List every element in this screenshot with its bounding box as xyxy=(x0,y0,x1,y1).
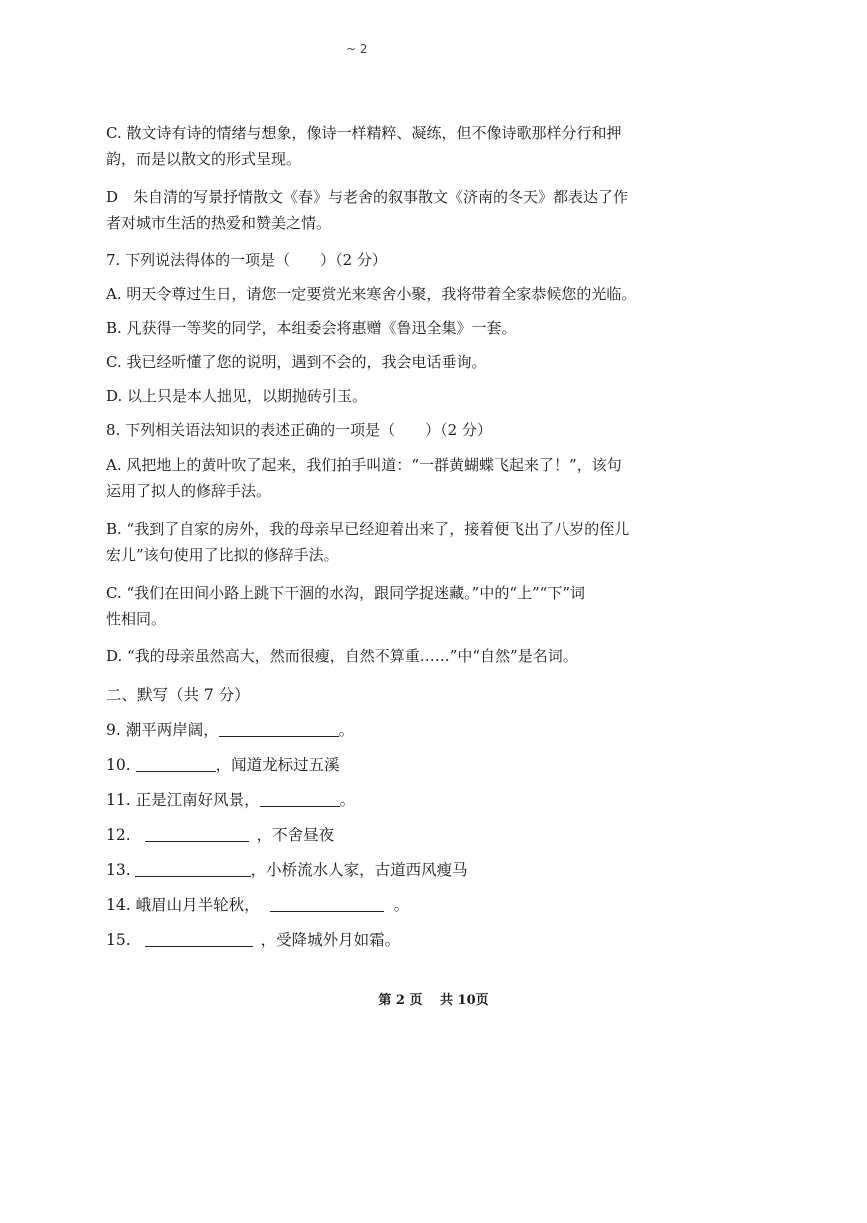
question-8-stem: 8. 下列相关语法知识的表述正确的一项是（ ）（2 分） xyxy=(106,421,492,439)
q14-prefix: 14. 峨眉山月半轮秋， xyxy=(106,896,260,914)
q10-suffix: ，闻道龙标过五溪 xyxy=(215,756,340,774)
q8-c-line1: C. “我们在田间小路上跳下干涸的水沟，跟同学捉迷藏。”中的“上”“下”词 xyxy=(106,584,585,602)
q8-b-line1: B. “我到了自家的房外，我的母亲早已经迎着出来了，接着便飞出了八岁的侄儿 xyxy=(106,520,630,538)
option-d-prev-question xyxy=(106,184,706,236)
q11-answer-blank[interactable] xyxy=(260,790,340,807)
page-number-footer: 第 2 页 共 10页 xyxy=(378,993,489,1008)
option-d-line2: 者对城市生活的热爱和赞美之情。 xyxy=(106,214,332,232)
question-7-option-c: C. 我已经听懂了您的说明，遇到不会的，我会电话垂询。 xyxy=(106,353,487,371)
question-8-option-d: D. “我的母亲虽然高大，然而很瘦，自然不算重……”中“自然”是名词。 xyxy=(106,647,578,665)
q15-answer-blank[interactable] xyxy=(145,930,253,947)
q9-prefix: 9. 潮平两岸阔， xyxy=(106,721,219,739)
q13-answer-blank[interactable] xyxy=(135,860,251,877)
question-7-stem: 7. 下列说法得体的一项是（ ）（2 分） xyxy=(106,251,387,269)
q15-suffix: ，受降城外月如霜。 xyxy=(260,931,401,949)
q13-prefix: 13. xyxy=(106,861,131,879)
option-c-prev-question xyxy=(106,120,706,172)
q12-answer-blank[interactable] xyxy=(145,825,249,842)
question-8-option-c xyxy=(106,580,706,632)
q8-a-line1: A. 风把地上的黄叶吹了起来，我们拍手叫道：“一群黄蝴蝶飞起来了！”，该句 xyxy=(106,456,622,474)
question-10 xyxy=(106,748,706,783)
question-12 xyxy=(106,818,706,853)
q14-suffix: 。 xyxy=(393,896,410,914)
question-13 xyxy=(106,853,706,888)
q8-b-line2: 宏儿”该句使用了比拟的修辞手法。 xyxy=(106,546,339,564)
q9-answer-blank[interactable] xyxy=(219,720,339,737)
question-11 xyxy=(106,783,706,818)
q12-prefix: 12. xyxy=(106,826,131,844)
question-7-option-a: A. 明天令尊过生日，请您一定要赏光来寒舍小聚，我将带着全家恭候您的光临。 xyxy=(106,285,637,303)
question-7-option-d: D. 以上只是本人拙见，以期抛砖引玉。 xyxy=(106,387,368,405)
q15-prefix: 15. xyxy=(106,931,131,949)
exam-page-content xyxy=(106,120,706,958)
question-8-option-a xyxy=(106,452,706,504)
question-8-option-b xyxy=(106,516,706,568)
q10-prefix: 10. xyxy=(106,756,136,774)
q9-suffix: 。 xyxy=(338,721,355,739)
q8-a-line2: 运用了拟人的修辞手法。 xyxy=(106,482,272,500)
question-9 xyxy=(106,713,706,748)
q8-c-line2: 性相同。 xyxy=(106,610,167,628)
q13-suffix: ，小桥流水人家，古道西风瘦马 xyxy=(250,861,468,879)
question-15 xyxy=(106,923,706,958)
option-c-line1: C. 散文诗有诗的情绪与想象，像诗一样精粹、凝练，但不像诗歌那样分行和押 xyxy=(106,124,622,142)
option-d-line1: D 朱自清的写景抒情散文《春》与老舍的叙事散文《济南的冬天》都表达了作 xyxy=(106,188,629,206)
page-corner-mark: ~ 2 xyxy=(346,42,368,56)
q12-suffix: ，不舍昼夜 xyxy=(256,826,335,844)
q10-answer-blank[interactable] xyxy=(136,755,216,772)
question-14 xyxy=(106,888,706,923)
option-c-line2: 韵，而是以散文的形式呈现。 xyxy=(106,150,302,168)
section-2-heading: 二、默写（共 7 分） xyxy=(106,686,250,704)
q11-suffix: 。 xyxy=(339,791,356,809)
question-7-option-b: B. 凡获得一等奖的同学，本组委会将惠赠《鲁迅全集》一套。 xyxy=(106,319,517,337)
q14-answer-blank[interactable] xyxy=(270,895,384,912)
q11-prefix: 11. 正是江南好风景， xyxy=(106,791,260,809)
